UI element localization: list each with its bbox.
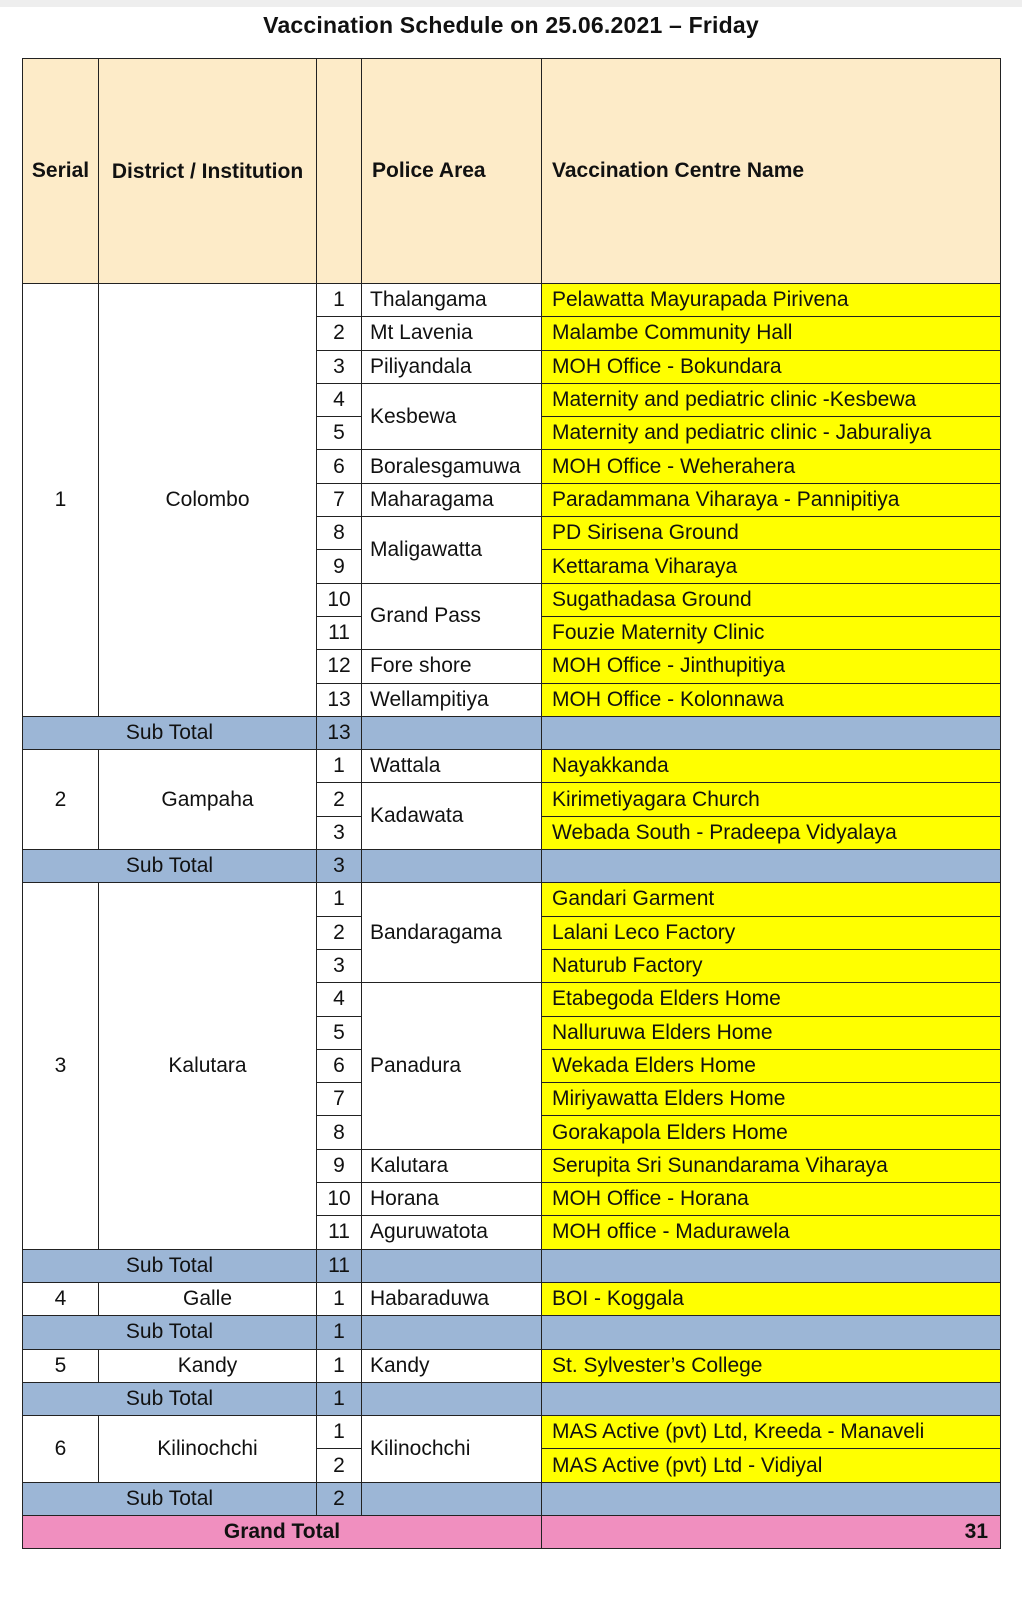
centre-cell: Malambe Community Hall <box>542 317 1001 350</box>
row-number: 1 <box>317 1349 362 1382</box>
subtotal-empty <box>542 716 1001 749</box>
centre-cell: Lalani Leco Factory <box>542 916 1001 949</box>
centre-cell: Miriyawatta Elders Home <box>542 1083 1001 1116</box>
police-area-cell: Habaraduwa <box>362 1282 542 1315</box>
police-area-cell: Kalutara <box>362 1149 542 1182</box>
subtotal-empty <box>542 1249 1001 1282</box>
centre-cell: MOH Office - Bokundara <box>542 350 1001 383</box>
police-area-cell: Kilinochchi <box>362 1416 542 1483</box>
subtotal-empty <box>362 1249 542 1282</box>
row-number: 13 <box>317 683 362 716</box>
header-centre-name: Vaccination Centre Name <box>542 59 1001 284</box>
police-area-cell: Boralesgamuwa <box>362 450 542 483</box>
row-number: 2 <box>317 317 362 350</box>
centre-cell: Paradammana Viharaya - Pannipitiya <box>542 483 1001 516</box>
district-cell: Kilinochchi <box>99 1416 317 1483</box>
serial-cell: 2 <box>23 750 99 850</box>
serial-cell: 4 <box>23 1282 99 1315</box>
centre-cell: Naturub Factory <box>542 949 1001 982</box>
top-strip <box>0 0 1022 7</box>
row-number: 1 <box>317 284 362 317</box>
subtotal-value: 11 <box>317 1249 362 1282</box>
grand-total-row <box>23 1515 1001 1548</box>
police-area-cell: Bandaragama <box>362 883 542 983</box>
subtotal-empty <box>362 1316 542 1349</box>
subtotal-label: Sub Total <box>23 1316 317 1349</box>
row-number: 7 <box>317 1083 362 1116</box>
district-cell: Kalutara <box>99 883 317 1249</box>
row-number: 10 <box>317 583 362 616</box>
vaccination-schedule-table <box>22 58 1001 1549</box>
centre-cell: Pelawatta Mayurapada Pirivena <box>542 284 1001 317</box>
serial-cell: 3 <box>23 883 99 1249</box>
grand-total-value: 31 <box>542 1515 1001 1548</box>
page-title: Vaccination Schedule on 25.06.2021 – Friday <box>263 12 759 38</box>
police-area-cell: Thalangama <box>362 284 542 317</box>
subtotal-empty <box>542 1382 1001 1415</box>
subtotal-value: 1 <box>317 1382 362 1415</box>
row-number: 9 <box>317 1149 362 1182</box>
district-cell: Gampaha <box>99 750 317 850</box>
subtotal-row <box>23 1316 1001 1349</box>
centre-cell: Kettarama Viharaya <box>542 550 1001 583</box>
centre-cell: Sugathadasa Ground <box>542 583 1001 616</box>
row-number: 1 <box>317 750 362 783</box>
row-number: 2 <box>317 916 362 949</box>
subtotal-row <box>23 1382 1001 1415</box>
centre-cell: MOH office - Madurawela <box>542 1216 1001 1249</box>
district-cell: Colombo <box>99 284 317 717</box>
row-number: 12 <box>317 650 362 683</box>
row-number: 10 <box>317 1183 362 1216</box>
centre-cell: Nayakkanda <box>542 750 1001 783</box>
subtotal-row <box>23 1482 1001 1515</box>
table-row <box>23 750 1001 783</box>
district-cell: Kandy <box>99 1349 317 1382</box>
row-number: 3 <box>317 949 362 982</box>
row-number: 8 <box>317 1116 362 1149</box>
centre-cell: MOH Office - Horana <box>542 1183 1001 1216</box>
centre-cell: Gorakapola Elders Home <box>542 1116 1001 1149</box>
centre-cell: MOH Office - Jinthupitiya <box>542 650 1001 683</box>
table-row <box>23 883 1001 916</box>
row-number: 6 <box>317 1049 362 1082</box>
header-serial: Serial <box>23 59 99 284</box>
row-number: 5 <box>317 417 362 450</box>
header-row <box>23 59 1001 284</box>
centre-cell: Kirimetiyagara Church <box>542 783 1001 816</box>
row-number: 6 <box>317 450 362 483</box>
centre-cell: MOH Office - Kolonnawa <box>542 683 1001 716</box>
subtotal-empty <box>542 1482 1001 1515</box>
police-area-cell: Maharagama <box>362 483 542 516</box>
centre-cell: MAS Active (pvt) Ltd, Kreeda - Manaveli <box>542 1416 1001 1449</box>
police-area-cell: Mt Lavenia <box>362 317 542 350</box>
subtotal-value: 3 <box>317 850 362 883</box>
subtotal-label: Sub Total <box>23 1482 317 1515</box>
subtotal-label: Sub Total <box>23 1382 317 1415</box>
row-number: 4 <box>317 383 362 416</box>
subtotal-empty <box>542 850 1001 883</box>
table-row <box>23 1416 1001 1449</box>
centre-cell: Maternity and pediatric clinic - Jaburaliya <box>542 417 1001 450</box>
row-number: 1 <box>317 1282 362 1315</box>
row-number: 8 <box>317 517 362 550</box>
serial-cell: 5 <box>23 1349 99 1382</box>
police-area-cell: Wellampitiya <box>362 683 542 716</box>
police-area-cell: Horana <box>362 1183 542 1216</box>
row-number: 2 <box>317 1449 362 1482</box>
row-number: 4 <box>317 983 362 1016</box>
police-area-cell: Panadura <box>362 983 542 1149</box>
police-area-cell: Fore shore <box>362 650 542 683</box>
district-cell: Galle <box>99 1282 317 1315</box>
police-area-cell: Wattala <box>362 750 542 783</box>
centre-cell: Nalluruwa Elders Home <box>542 1016 1001 1049</box>
header-district: District / Institution <box>99 59 317 284</box>
police-area-cell: Maligawatta <box>362 517 542 584</box>
row-number: 1 <box>317 1416 362 1449</box>
subtotal-empty <box>362 850 542 883</box>
police-area-cell: Kesbewa <box>362 383 542 450</box>
subtotal-empty <box>362 716 542 749</box>
police-area-cell: Aguruwatota <box>362 1216 542 1249</box>
row-number: 2 <box>317 783 362 816</box>
centre-cell: Etabegoda Elders Home <box>542 983 1001 1016</box>
centre-cell: BOI - Koggala <box>542 1282 1001 1315</box>
subtotal-label: Sub Total <box>23 716 317 749</box>
police-area-cell: Kandy <box>362 1349 542 1382</box>
centre-cell: St. Sylvester’s College <box>542 1349 1001 1382</box>
subtotal-empty <box>362 1482 542 1515</box>
row-number: 5 <box>317 1016 362 1049</box>
row-number: 7 <box>317 483 362 516</box>
serial-cell: 1 <box>23 284 99 717</box>
row-number: 11 <box>317 1216 362 1249</box>
centre-cell: Serupita Sri Sunandarama Viharaya <box>542 1149 1001 1182</box>
police-area-cell: Piliyandala <box>362 350 542 383</box>
centre-cell: Gandari Garment <box>542 883 1001 916</box>
table-row <box>23 1349 1001 1382</box>
row-number: 3 <box>317 350 362 383</box>
centre-cell: Webada South - Pradeepa Vidyalaya <box>542 816 1001 849</box>
centre-cell: MOH Office - Weherahera <box>542 450 1001 483</box>
subtotal-label: Sub Total <box>23 1249 317 1282</box>
serial-cell: 6 <box>23 1416 99 1483</box>
subtotal-row <box>23 1249 1001 1282</box>
header-number <box>317 59 362 284</box>
row-number: 1 <box>317 883 362 916</box>
subtotal-value: 2 <box>317 1482 362 1515</box>
subtotal-value: 13 <box>317 716 362 749</box>
grand-total-label: Grand Total <box>23 1515 542 1548</box>
row-number: 11 <box>317 616 362 649</box>
row-number: 3 <box>317 816 362 849</box>
centre-cell: Wekada Elders Home <box>542 1049 1001 1082</box>
table-row <box>23 284 1001 317</box>
centre-cell: PD Sirisena Ground <box>542 517 1001 550</box>
subtotal-row <box>23 850 1001 883</box>
table-row <box>23 1282 1001 1315</box>
centre-cell: Maternity and pediatric clinic -Kesbewa <box>542 383 1001 416</box>
subtotal-label: Sub Total <box>23 850 317 883</box>
subtotal-empty <box>362 1382 542 1415</box>
row-number: 9 <box>317 550 362 583</box>
subtotal-empty <box>542 1316 1001 1349</box>
centre-cell: MAS Active (pvt) Ltd - Vidiyal <box>542 1449 1001 1482</box>
subtotal-value: 1 <box>317 1316 362 1349</box>
centre-cell: Fouzie Maternity Clinic <box>542 616 1001 649</box>
header-police-area: Police Area <box>362 59 542 284</box>
police-area-cell: Grand Pass <box>362 583 542 650</box>
subtotal-row <box>23 716 1001 749</box>
police-area-cell: Kadawata <box>362 783 542 850</box>
